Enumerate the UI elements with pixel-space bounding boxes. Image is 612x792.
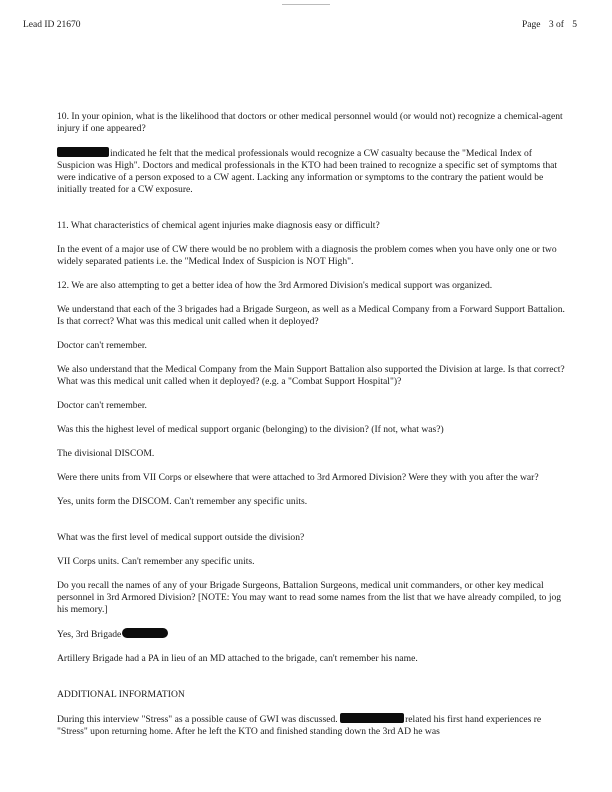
question-12f: Do you recall the names of any of your Brigade Surgeons, Battalion Surgeons, medical unit commanders, or other key medical personnel in 3rd Armored Division? [NOTE: You may want to read some names from the list that we have already compiled, to jog his memory.] bbox=[57, 580, 562, 615]
question-11: 11. What characteristics of chemical agent injuries make diagnosis easy or difficult? bbox=[57, 220, 380, 231]
lead-id: Lead ID 21670 bbox=[23, 20, 81, 30]
page-word: Page bbox=[522, 20, 541, 30]
redaction-box bbox=[340, 713, 404, 723]
answer-12e: VII Corps units. Can't remember any specific units. bbox=[57, 556, 255, 567]
question-12a: We understand that each of the 3 brigades had a Brigade Surgeon, as well as a Medical Company from a Forward Support Battalion. Is that correct? What was this medical unit called when it deployed? bbox=[57, 304, 565, 327]
answer-12c: The divisional DISCOM. bbox=[57, 448, 155, 459]
page-number bbox=[522, 20, 577, 30]
top-edge-mark bbox=[282, 4, 330, 5]
redaction-box bbox=[57, 147, 109, 157]
answer-12f: Yes, 3rd Brigade bbox=[57, 628, 572, 641]
question-12d: Were there units from VII Corps or elsewhere that were attached to 3rd Armored Division? Were they with you after the war? bbox=[57, 472, 539, 483]
page-total: 5 bbox=[572, 20, 578, 30]
question-12: 12. We are also attempting to get a better idea of how the 3rd Armored Division's medical support was organized. bbox=[57, 280, 493, 291]
answer-10: indicated he felt that the medical professionals would recognize a CW casualty because the "Medical Index of Suspicion was High". Doctors and medical professionals in the KTO had been trained to recognize a specific set of symptoms that were indicative of a person exposed to a CW agent. Lacking any information or symptoms to the contrary the patient would be initially treated for a CW exposure. bbox=[57, 148, 558, 195]
additional-info-text: During this interview "Stress" as a possible cause of GWI was discussed. related his first hand experiences re "Stress" upon returning home. After he left the KTO and finished standing down the 3rd AD he was bbox=[57, 714, 542, 737]
question-10: 10. In your opinion, what is the likelihood that doctors or other medical personnel would (or would not) recognize a chemical-agent injury if one appeared? bbox=[57, 111, 563, 134]
answer-12b: Doctor can't remember. bbox=[57, 400, 147, 411]
question-12e: What was the first level of medical support outside the division? bbox=[57, 532, 305, 543]
question-12b: We also understand that the Medical Company from the Main Support Battalion also supported the Division at large. Is that correct? What was this medical unit called when it deployed? (e.g. a "Combat Support Hospital")? bbox=[57, 364, 565, 387]
page-of-word: of bbox=[555, 20, 564, 30]
redaction-box bbox=[122, 628, 168, 638]
additional-info-heading: ADDITIONAL INFORMATION bbox=[57, 689, 185, 700]
answer-12d: Yes, units form the DISCOM. Can't remember any specific units. bbox=[57, 496, 308, 507]
question-12c: Was this the highest level of medical support organic (belonging) to the division? (If not, what was?) bbox=[57, 424, 444, 435]
answer-12a: Doctor can't remember. bbox=[57, 340, 147, 351]
page-current: 3 bbox=[548, 20, 554, 30]
answer-12f-artillery: Artillery Brigade had a PA in lieu of an MD attached to the brigade, can't remember his name. bbox=[57, 653, 418, 664]
document-body bbox=[57, 111, 572, 738]
answer-11: In the event of a major use of CW there would be no problem with a diagnosis the problem comes when you have only one or two widely separated patients i.e. the "Medical Index of Suspicion is NOT High". bbox=[57, 244, 557, 267]
